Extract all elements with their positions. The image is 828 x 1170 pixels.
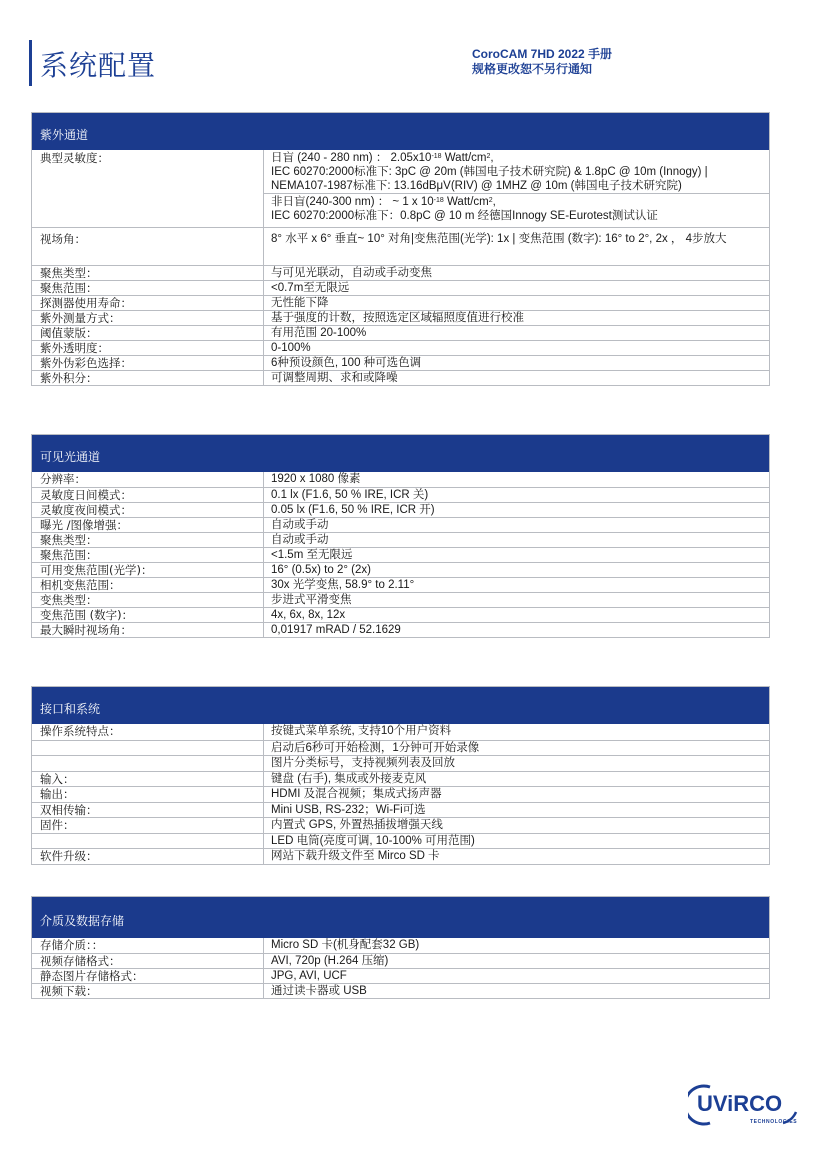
- interface-spec-label: 输出：: [32, 787, 264, 802]
- visible-spec-row: [32, 532, 769, 547]
- interface-spec-row: [32, 848, 769, 864]
- storage-spec-row: [32, 938, 769, 953]
- manual-title: CoroCAM 7HD 2022 手册: [472, 47, 613, 61]
- storage-spec-label: 存储介质：：: [32, 938, 264, 953]
- interface-spec-row: [32, 802, 769, 818]
- uv-spec-value: <0.7m至无限远: [271, 282, 350, 294]
- uv-spec-row: [32, 355, 769, 370]
- interface-spec-value: 键盘 (右手), 集成或外接麦克风: [271, 772, 427, 785]
- interface-spec-label: 软件升级：: [32, 849, 264, 864]
- uv-spec-row: [32, 310, 769, 325]
- interface-spec-label: 输入：: [32, 772, 264, 787]
- visible-spec-label: 最大瞬时视场角：: [32, 623, 264, 637]
- visible-spec-value: 4x, 6x, 8x, 12x: [271, 609, 346, 621]
- visible-channel-table: [31, 434, 770, 638]
- interface-spec-row: [32, 833, 769, 849]
- uvirco-logo: [688, 1082, 803, 1126]
- uv-spec-value: 0-100%: [271, 342, 311, 354]
- visible-spec-row: [32, 547, 769, 562]
- storage-spec-value: AVI, 720p (H.264 压缩): [271, 955, 389, 967]
- visible-spec-label: 变焦类型：: [32, 593, 264, 607]
- visible-spec-value: 0.1 lx (F1.6, 50 % IRE, ICR 关): [271, 489, 429, 501]
- visible-spec-row: [32, 562, 769, 577]
- visible-spec-value: <1.5m 至无限远: [271, 549, 353, 561]
- uv-spec-label: 聚焦类型：: [32, 266, 264, 280]
- uv-spec-value: 可调整周期、求和或降噪: [271, 372, 398, 384]
- interface-spec-label: 双相传输：: [32, 803, 264, 818]
- sensitivity-label: 典型灵敏度：: [32, 150, 264, 227]
- visible-spec-value: 0,01917 mRAD / 52.1629: [271, 624, 401, 636]
- storage-spec-row: [32, 983, 769, 998]
- sensitivity-value: [264, 150, 769, 227]
- visible-spec-label: 可用变焦范围(光学)：: [32, 563, 264, 577]
- uv-channel-table: [31, 112, 770, 386]
- visible-spec-row: [32, 622, 769, 637]
- uv-spec-value: 基于强度的计数，按照选定区域辐照度值进行校准: [271, 312, 524, 324]
- uv-spec-value: 与可见光联动，自动或手动变焦: [271, 267, 432, 279]
- storage-spec-list: [32, 938, 769, 998]
- uv-channel-header: 紫外通道: [32, 113, 769, 150]
- interface-spec-value: LED 电筒(亮度可调, 10-100% 可用范围): [271, 834, 475, 847]
- interface-spec-row: [32, 740, 769, 756]
- visible-spec-value: 30x 光学变焦, 58.9° to 2.11°: [271, 579, 415, 591]
- solar-blind-line2: IEC 60270:2000标准下: 3pC @ 20m (韩国电子技术研究院) & 1.8pC @ 10m (Innogy) |: [271, 166, 708, 178]
- interface-spec-value: 按键式菜单系统, 支持10个用户资料: [271, 725, 452, 737]
- visible-channel-header: 可见光通道: [32, 435, 769, 472]
- spec-notice: 规格更改恕不另行通知: [472, 62, 593, 76]
- uv-spec-row: [32, 280, 769, 295]
- storage-spec-label: 视频下载：: [32, 984, 264, 998]
- non-solar-blind-block: [264, 194, 769, 223]
- uv-spec-row: [32, 325, 769, 340]
- uv-spec-value: 6种预设颜色, 100 种可选色调: [271, 357, 422, 369]
- visible-spec-row: [32, 577, 769, 592]
- uv-channel-rows: [32, 150, 769, 385]
- fov-value: 8° 水平 x 6° 垂直~ 10° 对角|变焦范围(光学): 1x | 变焦范围 (数字): 16° to 2°, 2x ， 4步放大: [271, 233, 727, 245]
- visible-spec-value: 步进式平滑变焦: [271, 594, 352, 606]
- interface-spec-value: Mini USB, RS-232；Wi-Fi可选: [271, 803, 426, 816]
- visible-spec-label: 灵敏度夜间模式：: [32, 503, 264, 517]
- interface-spec-value: 图片分类标号，支持视频列表及回放: [271, 757, 455, 769]
- uv-spec-row: [32, 370, 769, 385]
- visible-spec-label: 聚焦范围：: [32, 548, 264, 562]
- uv-spec-row: [32, 295, 769, 310]
- uv-spec-label: 阈值蒙版：: [32, 326, 264, 340]
- storage-spec-value: Micro SD 卡(机身配套32 GB): [271, 939, 420, 951]
- uv-spec-value: 无性能下降: [271, 297, 329, 309]
- uv-spec-row: [32, 265, 769, 280]
- logo-subtext: TECHNOLOGIES: [750, 1119, 798, 1125]
- interface-spec-value: HDMI 及混合视频；集成式扬声器: [271, 788, 442, 800]
- interface-spec-label: [32, 834, 264, 849]
- storage-spec-label: 静态图片存储格式：: [32, 969, 264, 983]
- uv-spec-label: 紫外伪彩色选择：: [32, 356, 264, 370]
- title-accent-bar: [29, 40, 32, 86]
- fov-row: [32, 227, 769, 265]
- visible-spec-label: 分辨率：: [32, 472, 264, 487]
- non-solar-blind-line2: IEC 60270:2000标准下：0.8pC @ 10 m 经德国Innogy SE-Eurotest测试认证: [271, 210, 658, 222]
- uv-spec-row: [32, 340, 769, 355]
- interface-spec-value: 网站下载升级文件至 Mirco SD 卡: [271, 850, 440, 862]
- visible-spec-row: [32, 502, 769, 517]
- storage-spec-label: 视频存储格式：: [32, 954, 264, 968]
- interface-spec-label: 固件：: [32, 818, 264, 833]
- visible-spec-label: 相机变焦范围：: [32, 578, 264, 592]
- visible-spec-value: 16° (0.5x) to 2° (2x): [271, 564, 371, 576]
- sensitivity-row: [32, 150, 769, 227]
- interface-spec-row: [32, 786, 769, 802]
- solar-blind-line1: 日盲 (240 - 280 nm) ： $2.05x10^{-18}$ Watt/$cm^2$,: [271, 152, 494, 164]
- visible-spec-value: 自动或手动: [271, 519, 329, 531]
- interface-spec-row: [32, 755, 769, 771]
- storage-header: 介质及数据存储: [32, 897, 769, 938]
- visible-spec-row: [32, 517, 769, 532]
- visible-spec-label: 变焦范围 (数字)：: [32, 608, 264, 622]
- uv-spec-label: 紫外积分：: [32, 371, 264, 385]
- visible-spec-row: [32, 487, 769, 502]
- logo-wordmark: UViRCO: [697, 1091, 783, 1116]
- interface-spec-row: [32, 817, 769, 833]
- interface-spec-list: [32, 724, 769, 864]
- visible-spec-value: 1920 x 1080 像素: [271, 473, 361, 485]
- fov-label: 视场角：: [32, 228, 264, 265]
- visible-spec-value: 0.05 lx (F1.6, 50 % IRE, ICR 开): [271, 504, 435, 516]
- solar-blind-line3: NEMA107-1987标准下: 13.16dBμV(RIV) @ 1MHZ @ 10m (韩国电子技术研究院): [271, 180, 682, 192]
- solar-blind-block: [264, 150, 769, 194]
- interface-spec-label: [32, 741, 264, 756]
- document-info: [472, 47, 612, 77]
- interface-spec-value: 启动后6秒可开始检测，1分钟可开始录像: [271, 741, 480, 754]
- interface-spec-value: 内置式 GPS, 外置热插拔增强天线: [271, 819, 443, 831]
- uv-spec-list: [32, 265, 769, 385]
- storage-spec-row: [32, 968, 769, 983]
- visible-spec-list: [32, 472, 769, 637]
- uv-spec-label: 紫外透明度：: [32, 341, 264, 355]
- visible-spec-label: 聚焦类型：: [32, 533, 264, 547]
- interface-spec-label: [32, 756, 264, 771]
- storage-table: [31, 896, 770, 999]
- visible-spec-label: 曝光 /图像增强：: [32, 518, 264, 532]
- page-title: 系统配置: [40, 49, 157, 82]
- visible-spec-row: [32, 592, 769, 607]
- uv-spec-label: 紫外测量方式：: [32, 311, 264, 325]
- uv-spec-value: 有用范围 20-100%: [271, 327, 367, 339]
- interface-system-table: [31, 686, 770, 865]
- storage-spec-value: 通过读卡器或 USB: [271, 985, 367, 997]
- interface-spec-row: [32, 724, 769, 740]
- storage-spec-value: JPG, AVI, UCF: [271, 970, 347, 982]
- interface-system-header: 接口和系统: [32, 687, 769, 724]
- interface-spec-label: 操作系统特点：: [32, 724, 264, 740]
- uv-spec-label: 探测器使用寿命：: [32, 296, 264, 310]
- visible-spec-label: 灵敏度日间模式：: [32, 488, 264, 502]
- uv-spec-label: 聚焦范围：: [32, 281, 264, 295]
- visible-spec-value: 自动或手动: [271, 534, 329, 546]
- visible-spec-row: [32, 472, 769, 487]
- storage-spec-row: [32, 953, 769, 968]
- interface-spec-row: [32, 771, 769, 787]
- visible-spec-row: [32, 607, 769, 622]
- non-solar-blind-line1: 非日盲(240-300 nm) ： ~ 1 x $10^{-18}$ Watt/$cm^2$,: [271, 196, 496, 208]
